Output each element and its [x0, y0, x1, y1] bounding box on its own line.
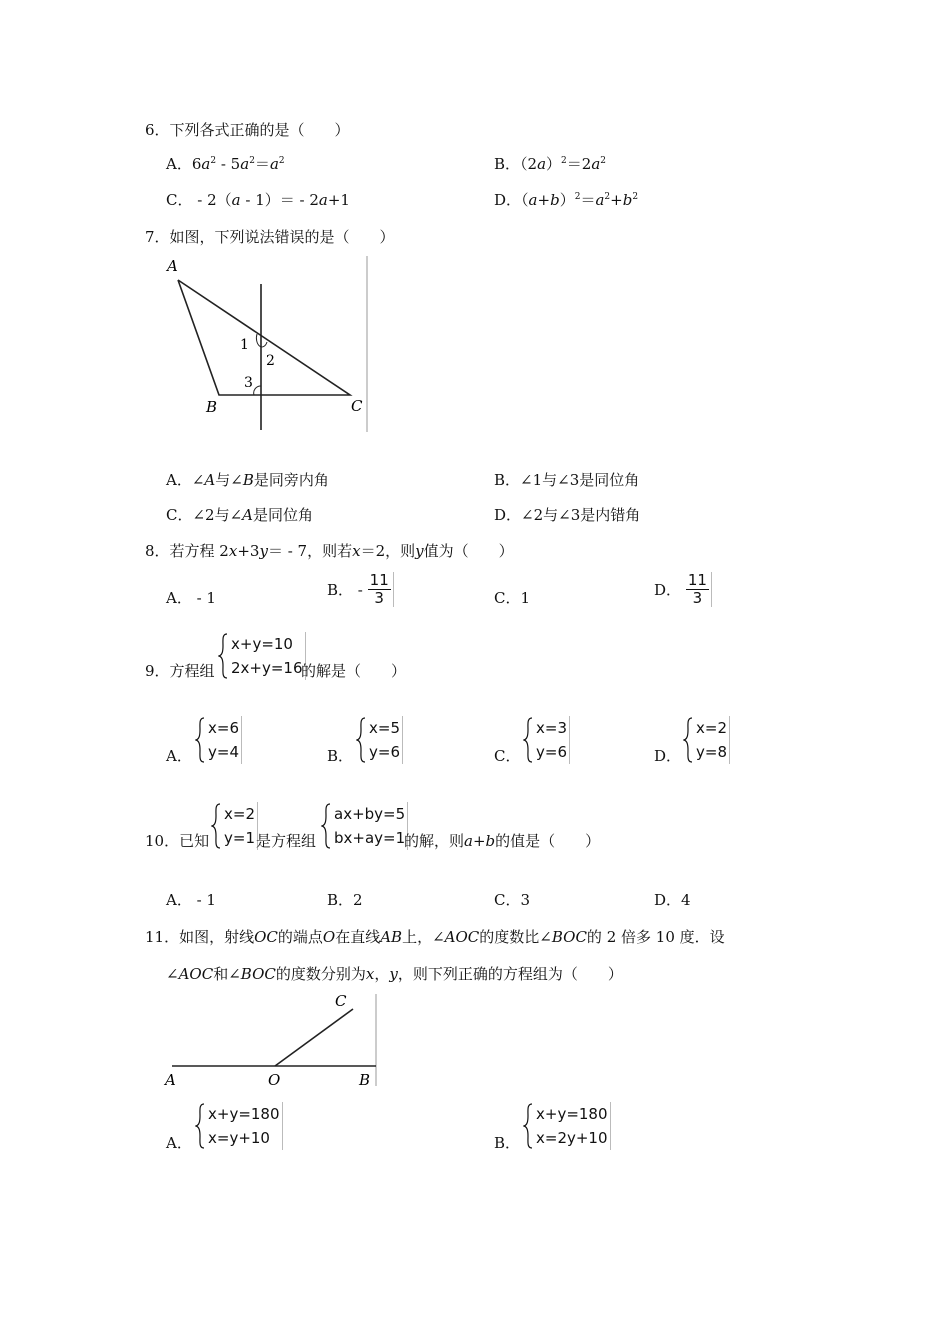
left-brace-icon: [195, 716, 205, 764]
q9-option-a-label[interactable]: A．: [166, 747, 192, 765]
q11-stem-line1: 11．如图，射线OC的端点O在直线AB上，∠AOC的度数比∠BOC的 2 倍多 10 度．设: [145, 928, 725, 946]
label-point-c: C: [335, 992, 347, 1010]
label-point-c: C: [351, 397, 363, 415]
q6-option-b[interactable]: B．$(2a)^2=2a^2$: [494, 155, 607, 173]
left-brace-icon: [356, 716, 366, 764]
q9-option-b-system[interactable]: x=5 y=6: [356, 716, 403, 764]
left-brace-icon: [195, 1102, 205, 1150]
label-point-a: A: [165, 1071, 176, 1089]
q11-option-a-system[interactable]: x+y=180 x=y+10: [195, 1102, 283, 1150]
q7-option-b[interactable]: B．∠1与∠3是同位角: [494, 471, 640, 489]
q9-option-d-system[interactable]: x=2 y=8: [683, 716, 730, 764]
q10-option-b[interactable]: B．2: [327, 891, 363, 909]
q11-option-a-label[interactable]: A．: [166, 1134, 192, 1152]
q9-prefix: 9．方程组: [145, 662, 215, 680]
q8-option-c[interactable]: C．1: [494, 589, 531, 607]
q7-option-d[interactable]: D．∠2与∠3是内错角: [494, 506, 641, 524]
q9-option-a-system[interactable]: x=6 y=4: [195, 716, 242, 764]
label-angle-3: 3: [244, 375, 253, 391]
left-brace-icon: [321, 802, 331, 850]
q10-option-a[interactable]: A． - 1: [166, 891, 216, 909]
q8-stem: 8．若方程 2x+3y＝ - 7，则若x＝2，则y值为（ ）: [145, 542, 514, 560]
q6-option-a[interactable]: A．$6a^2 - 5a^2=a^2$: [166, 155, 285, 173]
q11-option-b-system[interactable]: x+y=180 x=2y+10: [523, 1102, 611, 1150]
q8-option-d[interactable]: D． $\frac{11}{3}$: [654, 572, 712, 607]
q10-suffix: 的解，则a+b的值是（ ）: [404, 832, 601, 850]
left-brace-icon: [211, 802, 221, 850]
q10-mid: 是方程组: [256, 832, 317, 850]
q9-option-b-label[interactable]: B．: [327, 747, 354, 765]
q8-option-b[interactable]: B． - $\frac{11}{3}$: [327, 572, 394, 607]
q7-stem: 7．如图，下列说法错误的是（ ）: [145, 228, 395, 246]
label-angle-1: 1: [240, 337, 249, 353]
q8-option-a[interactable]: A． - 1: [166, 589, 216, 607]
angle-3-arc: [254, 386, 261, 395]
q9-suffix: 的解是（ ）: [301, 662, 407, 680]
q9-option-c-label[interactable]: C．: [494, 747, 521, 765]
left-brace-icon: [218, 632, 228, 680]
q11-option-b-label[interactable]: B．: [494, 1134, 521, 1152]
q9-option-d-label[interactable]: D．: [654, 747, 682, 765]
triangle-abc: [178, 280, 350, 395]
left-brace-icon: [523, 1102, 533, 1150]
q10-prefix: 10．已知: [145, 832, 210, 850]
q7-option-a[interactable]: A．∠A与∠B是同旁内角: [166, 471, 329, 489]
q6-option-d[interactable]: D．$(a+b)^2=a^2+b^2$: [494, 191, 639, 209]
fraction: $\frac{11}{3}$: [369, 571, 389, 607]
q10-solution-system: x=2 y=1: [211, 802, 258, 850]
label-point-a: A: [167, 257, 178, 275]
ray-oc: [275, 1009, 353, 1066]
fraction: $\frac{11}{3}$: [687, 571, 707, 607]
label-point-b: B: [206, 398, 218, 416]
q10-option-d[interactable]: D．4: [654, 891, 691, 909]
label-angle-2: 2: [266, 353, 275, 369]
q10-option-c[interactable]: C．3: [494, 891, 531, 909]
q9-option-c-system[interactable]: x=3 y=6: [523, 716, 570, 764]
q6-stem: 6．下列各式正确的是（ ）: [145, 121, 350, 139]
q6-option-c[interactable]: C． - 2（a - 1）＝ - 2a+1: [166, 191, 350, 209]
left-brace-icon: [683, 716, 693, 764]
q7-option-c[interactable]: C．∠2与∠A是同位角: [166, 506, 314, 524]
q10-equation-system: ax+by=5 bx+ay=1: [321, 802, 408, 850]
q9-equation-system: x+y=10 2x+y=16: [218, 632, 306, 680]
q11-stem-line2: ∠AOC和∠BOC的度数分别为x，y，则下列正确的方程组为（ ）: [166, 965, 623, 983]
label-point-b: B: [359, 1071, 371, 1089]
q7-triangle-figure: [162, 254, 372, 436]
label-point-o: O: [268, 1071, 281, 1089]
q11-ray-figure: [160, 990, 380, 1090]
left-brace-icon: [523, 716, 533, 764]
